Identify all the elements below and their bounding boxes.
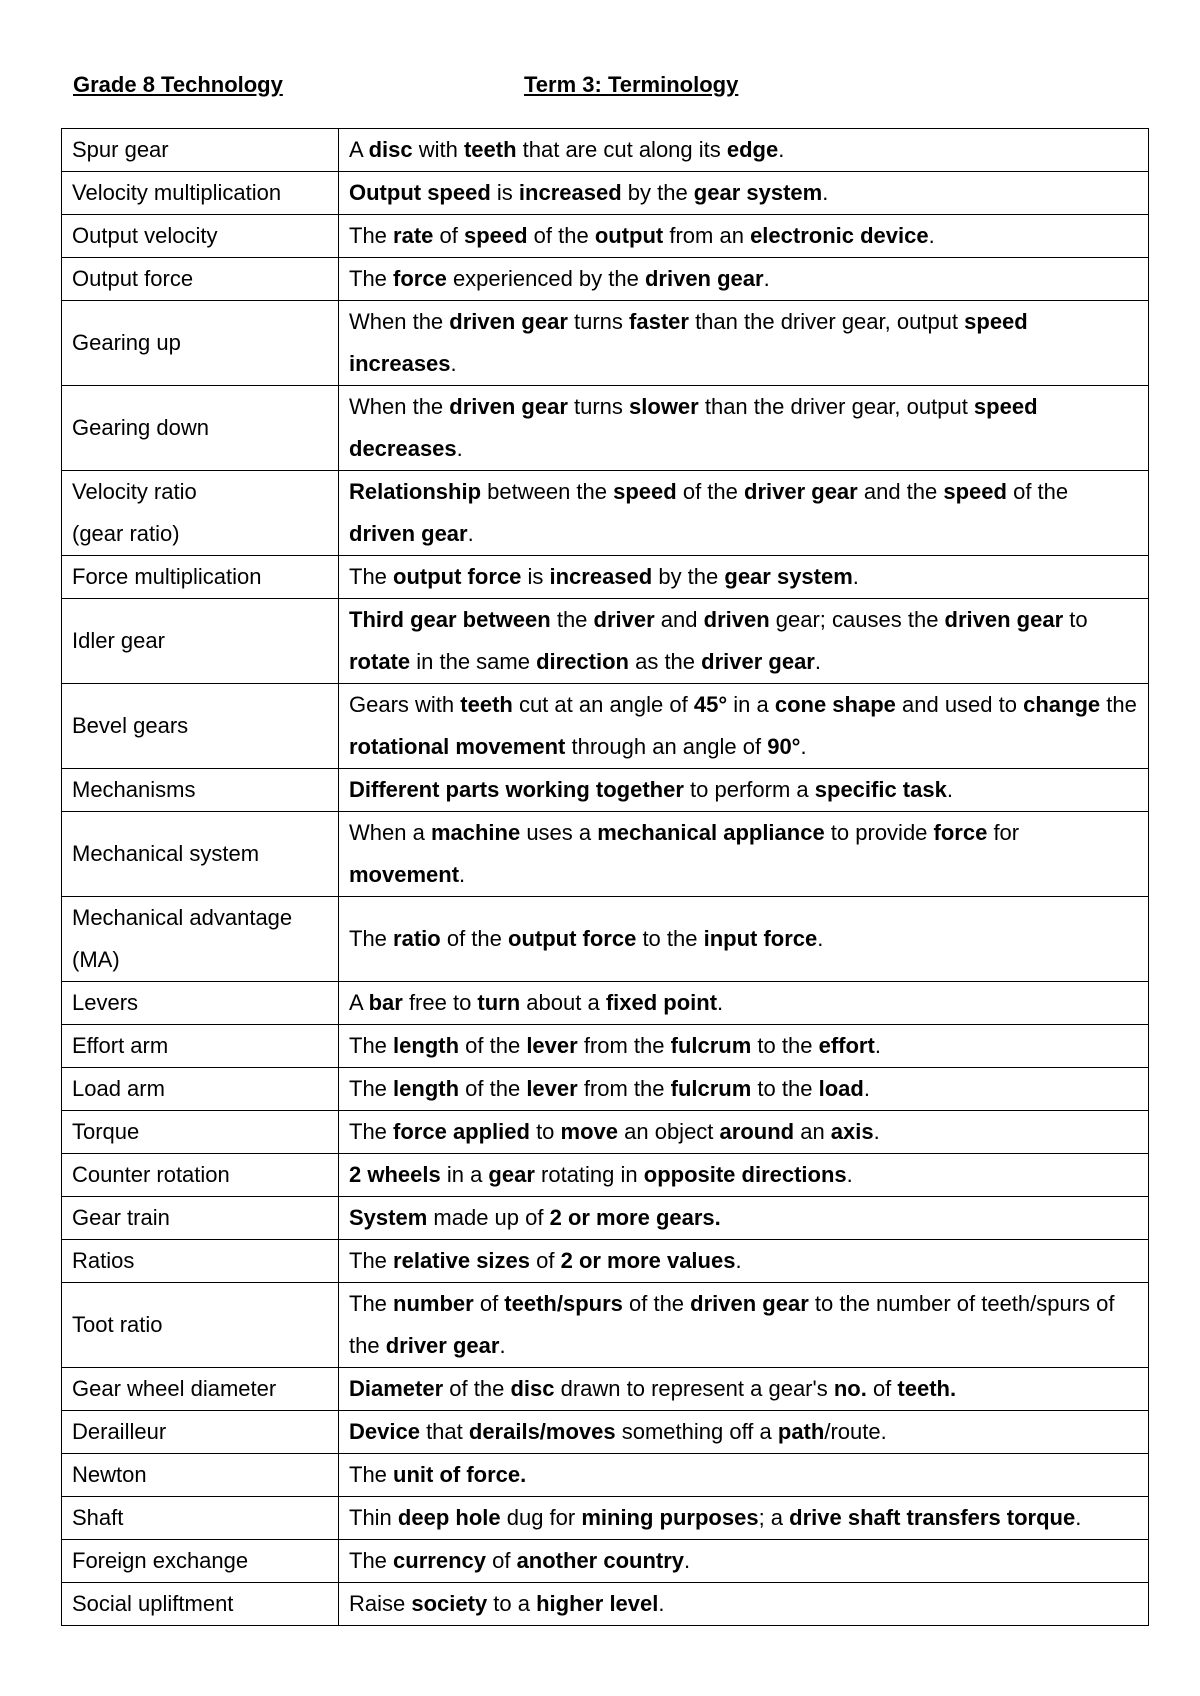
definition-cell: Raise society to a higher level. [339,1583,1149,1626]
term-cell: Foreign exchange [62,1540,339,1583]
definition-cell: When a machine uses a mechanical appliance to provide force for movement. [339,812,1149,897]
definition-cell: A disc with teeth that are cut along its edge. [339,129,1149,172]
definition-cell: The length of the lever from the fulcrum to the load. [339,1068,1149,1111]
table-row [62,129,1149,172]
table-row [62,1068,1149,1111]
term-cell: Derailleur [62,1411,339,1454]
term-cell: Force multiplication [62,556,339,599]
definition-cell: Thin deep hole dug for mining purposes; a drive shaft transfers torque. [339,1497,1149,1540]
definition-cell: Gears with teeth cut at an angle of 45° in a cone shape and used to change the rotational movement through an angle of 90°. [339,684,1149,769]
term-cell: Gearing up [62,301,339,386]
table-row [62,1240,1149,1283]
definition-cell: The output force is increased by the gear system. [339,556,1149,599]
definition-cell: Diameter of the disc drawn to represent a gear's no. of teeth. [339,1368,1149,1411]
table-row [62,301,1149,386]
definition-cell: The ratio of the output force to the input force. [339,897,1149,982]
definition-cell: When the driven gear turns slower than the driver gear, output speed decreases. [339,386,1149,471]
table-row [62,1197,1149,1240]
definition-cell: 2 wheels in a gear rotating in opposite directions. [339,1154,1149,1197]
term-cell: Velocity ratio (gear ratio) [62,471,339,556]
term-cell: Counter rotation [62,1154,339,1197]
definition-cell: The force experienced by the driven gear. [339,258,1149,301]
term-cell: Newton [62,1454,339,1497]
definition-cell: The force applied to move an object around an axis. [339,1111,1149,1154]
term-cell: Idler gear [62,599,339,684]
table-row [62,1111,1149,1154]
table-row [62,769,1149,812]
term-cell: Velocity multiplication [62,172,339,215]
table-row [62,1411,1149,1454]
term-cell: Gear wheel diameter [62,1368,339,1411]
term-cell: Bevel gears [62,684,339,769]
table-row [62,1454,1149,1497]
definition-cell: The rate of speed of the output from an electronic device. [339,215,1149,258]
table-row [62,1583,1149,1626]
term-cell: Mechanisms [62,769,339,812]
table-row [62,215,1149,258]
table-row [62,1025,1149,1068]
term-cell: Toot ratio [62,1283,339,1368]
definition-cell: The length of the lever from the fulcrum to the effort. [339,1025,1149,1068]
terminology-table-body [62,129,1149,1626]
term-cell: Load arm [62,1068,339,1111]
table-row [62,897,1149,982]
term-cell: Output velocity [62,215,339,258]
table-row [62,258,1149,301]
page-header [73,72,1153,102]
table-row [62,982,1149,1025]
table-row [62,1154,1149,1197]
table-row [62,172,1149,215]
term-cell: Output force [62,258,339,301]
term-cell: Shaft [62,1497,339,1540]
table-row [62,1497,1149,1540]
term-cell: Gearing down [62,386,339,471]
definition-cell: Different parts working together to perform a specific task. [339,769,1149,812]
term-cell: Mechanical advantage (MA) [62,897,339,982]
table-row [62,1540,1149,1583]
definition-cell: System made up of 2 or more gears. [339,1197,1149,1240]
term-cell: Social upliftment [62,1583,339,1626]
table-row [62,1368,1149,1411]
table-row [62,471,1149,556]
definition-cell: When the driven gear turns faster than the driver gear, output speed increases. [339,301,1149,386]
table-row [62,556,1149,599]
term-cell: Mechanical system [62,812,339,897]
table-row [62,599,1149,684]
terminology-table [61,128,1149,1626]
definition-cell: Output speed is increased by the gear system. [339,172,1149,215]
definition-cell: The relative sizes of 2 or more values. [339,1240,1149,1283]
term-cell: Levers [62,982,339,1025]
term-cell: Spur gear [62,129,339,172]
definition-cell: Third gear between the driver and driven gear; causes the driven gear to rotate in the same direction as the driver gear. [339,599,1149,684]
table-row [62,812,1149,897]
term-cell: Torque [62,1111,339,1154]
definition-cell: Relationship between the speed of the driver gear and the speed of the driven gear. [339,471,1149,556]
table-row [62,386,1149,471]
definition-cell: Device that derails/moves something off a path/route. [339,1411,1149,1454]
definition-cell: The number of teeth/spurs of the driven gear to the number of teeth/spurs of the driver gear. [339,1283,1149,1368]
definition-cell: A bar free to turn about a fixed point. [339,982,1149,1025]
definition-cell: The unit of force. [339,1454,1149,1497]
definition-cell: The currency of another country. [339,1540,1149,1583]
term-cell: Gear train [62,1197,339,1240]
term-cell: Effort arm [62,1025,339,1068]
term-cell: Ratios [62,1240,339,1283]
term-title: Term 3: Terminology [524,72,739,97]
table-row [62,1283,1149,1368]
table-row [62,684,1149,769]
grade-title: Grade 8 Technology [73,72,283,97]
